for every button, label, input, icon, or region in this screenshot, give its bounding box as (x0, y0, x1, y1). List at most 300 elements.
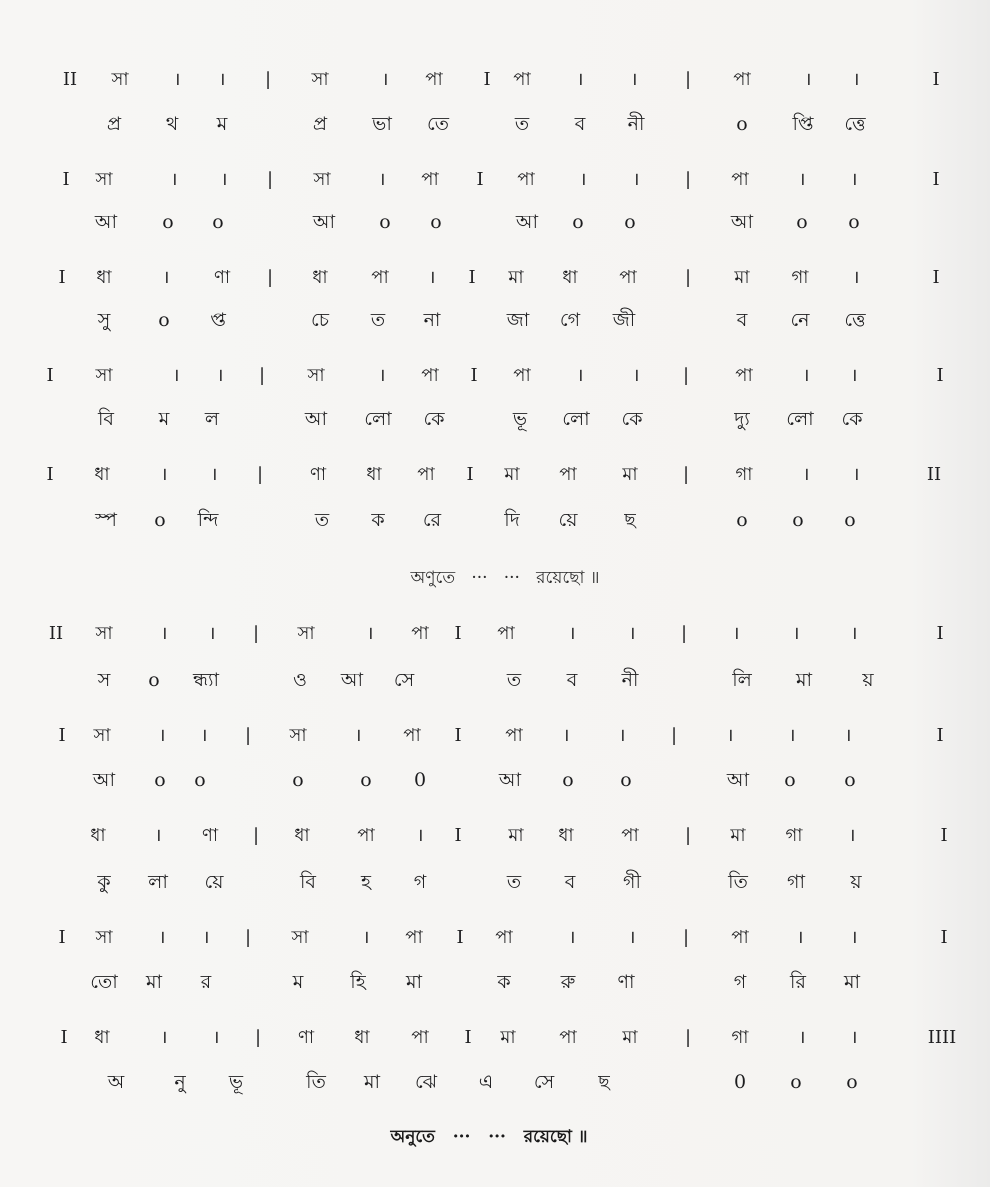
notation-row (0, 1024, 990, 1052)
lyric-row (0, 766, 990, 794)
notation-cell: গা (791, 267, 809, 288)
lyric-cell: ত (514, 113, 530, 135)
lyric-cell: লো (786, 408, 814, 430)
notation-cell: ধা (366, 464, 382, 485)
notation-cell: । (210, 464, 218, 485)
notation-cell: মা (508, 267, 524, 288)
notation-cell: । (632, 169, 640, 190)
lyric-cell: o (154, 509, 166, 531)
notation-row (0, 166, 990, 194)
lyric-cell: রে (422, 509, 442, 531)
notation-cell: । (216, 365, 224, 386)
notation-cell: । (220, 169, 228, 190)
notation-cell: । (850, 169, 858, 190)
lyric-cell: o (784, 769, 796, 791)
notation-cell: পা (513, 69, 531, 90)
notation-cell: I (932, 69, 940, 90)
lyric-cell: প্তি (792, 113, 814, 135)
notation-row (0, 66, 990, 94)
notation-cell: | (254, 1027, 262, 1048)
notation-row (0, 264, 990, 292)
lyric-cell: না (423, 309, 441, 331)
notation-cell: মা (730, 825, 746, 846)
notation-cell: । (212, 1027, 220, 1048)
lyric-cell: অ (107, 1071, 125, 1093)
notation-cell: I (46, 464, 54, 485)
notation-cell: I (476, 169, 484, 190)
notation-cell: । (366, 623, 374, 644)
notation-cell: ধা (354, 1027, 370, 1048)
lyric-cell: আ (340, 669, 364, 691)
notation-cell: I (58, 725, 66, 746)
lyric-cell: কু (97, 871, 111, 893)
lyric-cell: ছ (624, 509, 636, 531)
lyric-cell: o (430, 211, 442, 233)
notation-cell: | (266, 267, 274, 288)
lyric-cell: o (158, 309, 170, 331)
lyric-row (0, 306, 990, 334)
lyric-cell: বি (299, 871, 317, 893)
lyric-cell: ত্তে (844, 113, 866, 135)
lyric-row (0, 868, 990, 896)
lyric-cell: o (572, 211, 584, 233)
notation-cell: । (428, 267, 436, 288)
lyric-cell: গে (559, 309, 581, 331)
lyric-cell: স্প (95, 509, 117, 531)
lyric-cell: রু (560, 971, 576, 993)
notation-cell: | (266, 169, 274, 190)
notation-cell: । (850, 365, 858, 386)
lyric-cell: মা (843, 971, 861, 993)
notation-cell: সা (313, 169, 331, 190)
notation-cell: | (252, 623, 260, 644)
lyric-cell: গ (413, 871, 427, 893)
notation-cell: | (252, 825, 260, 846)
lyric-cell: আ (730, 211, 754, 233)
notation-cell: । (576, 365, 584, 386)
lyric-cell: ল (204, 408, 220, 430)
notation-cell: পা (559, 464, 577, 485)
notation-cell: । (354, 725, 362, 746)
notation-cell: পা (417, 464, 435, 485)
notation-cell: । (628, 927, 636, 948)
lyric-cell: o (844, 509, 856, 531)
notation-cell: । (850, 623, 858, 644)
notation-cell: । (173, 69, 181, 90)
lyric-cell: লা (148, 871, 168, 893)
lyric-cell: মা (363, 1071, 381, 1093)
lyric-cell: রি (790, 971, 806, 993)
notation-cell: । (798, 1027, 806, 1048)
notation-cell: IIII (927, 1027, 957, 1048)
notation-cell: । (568, 623, 576, 644)
notation-cell: । (562, 725, 570, 746)
notation-cell: | (684, 825, 692, 846)
lyric-cell: নে (790, 309, 810, 331)
notation-cell: | (680, 623, 688, 644)
lyric-cell: আ (92, 769, 116, 791)
lyric-cell: দ্যু (734, 408, 750, 430)
notation-cell: পা (425, 69, 443, 90)
notation-cell: । (796, 927, 804, 948)
lyric-cell: o (848, 211, 860, 233)
lyric-cell: মা (145, 971, 163, 993)
lyric-cell: o (844, 769, 856, 791)
lyric-cell: o (194, 769, 206, 791)
lyric-cell: আ (312, 211, 336, 233)
notation-cell: পা (731, 169, 749, 190)
lyric-cell: ত (314, 509, 330, 531)
lyric-cell: আ (498, 769, 522, 791)
lyric-row (0, 666, 990, 694)
lyric-cell: ত্তে (844, 309, 866, 331)
notation-cell: I (46, 365, 54, 386)
lyric-cell: o (846, 1071, 858, 1093)
lyric-cell: য় (850, 871, 862, 893)
lyric-cell: সে (533, 1071, 555, 1093)
notation-cell: । (362, 927, 370, 948)
notation-cell: । (850, 1027, 858, 1048)
lyric-cell: o (360, 769, 372, 791)
notation-cell: মা (508, 825, 524, 846)
lyric-cell: জী (612, 309, 636, 331)
notation-cell: II (62, 69, 78, 90)
lyric-cell: ন্ধ্যা (192, 669, 220, 691)
lyric-cell: o (792, 509, 804, 531)
notation-cell: পা (733, 69, 751, 90)
lyric-cell: কে (621, 408, 643, 430)
notation-row (0, 620, 990, 648)
lyric-cell: স (97, 669, 111, 691)
notation-cell: II (926, 464, 942, 485)
notation-cell: | (258, 365, 266, 386)
notation-row (0, 461, 990, 489)
notation-cell: পা (411, 1027, 429, 1048)
lyric-row (0, 506, 990, 534)
lyric-cell: নী (627, 113, 645, 135)
lyric-cell: ব (566, 669, 578, 691)
notation-cell: পা (497, 623, 515, 644)
notation-cell: । (844, 725, 852, 746)
notation-cell: পা (621, 825, 639, 846)
notation-cell: I (932, 169, 940, 190)
notation-cell: । (802, 365, 810, 386)
lyric-cell: এ (478, 1071, 494, 1093)
notation-cell: । (852, 464, 860, 485)
notation-cell: ণা (297, 1027, 315, 1048)
lyric-cell: সে (393, 669, 415, 691)
notation-cell: I (454, 623, 462, 644)
lyric-cell: থ (165, 113, 179, 135)
notation-cell: সা (95, 927, 113, 948)
notation-cell: । (158, 927, 166, 948)
notation-cell: । (852, 69, 860, 90)
lyric-cell: আ (726, 769, 750, 791)
lyric-cell: ম (292, 971, 304, 993)
notation-cell: । (852, 267, 860, 288)
lyric-cell: ব (574, 113, 586, 135)
notation-cell: পা (495, 927, 513, 948)
lyric-cell: আ (304, 408, 328, 430)
lyric-cell: ও (293, 669, 307, 691)
notation-cell: I (454, 725, 462, 746)
notation-cell: I (468, 267, 476, 288)
notation-cell: । (381, 69, 389, 90)
notation-cell: পা (513, 365, 531, 386)
lyric-cell: য়ে (204, 871, 224, 893)
notation-cell: I (936, 725, 944, 746)
refrain-line: অনুতে ··· ··· রয়েছো ॥ (390, 1127, 588, 1147)
notation-cell: গা (731, 1027, 749, 1048)
lyric-cell: মা (795, 669, 813, 691)
notation-cell: মা (734, 267, 750, 288)
notation-cell: । (802, 464, 810, 485)
notation-cell: | (682, 927, 690, 948)
lyric-cell: ভূ (228, 1071, 244, 1093)
notation-cell: । (576, 69, 584, 90)
notation-cell: I (470, 365, 478, 386)
lyric-cell: তি (306, 1071, 326, 1093)
notation-cell: । (158, 725, 166, 746)
lyric-cell: তি (728, 871, 748, 893)
notation-cell: । (208, 623, 216, 644)
notation-cell: I (940, 927, 948, 948)
notation-cell: । (378, 169, 386, 190)
notation-cell: মা (500, 1027, 516, 1048)
notation-cell: | (670, 725, 678, 746)
notation-cell: | (264, 69, 272, 90)
lyric-cell: ত (506, 871, 522, 893)
lyric-cell: ঝে (414, 1071, 438, 1093)
lyric-cell: গ (733, 971, 747, 993)
notation-cell: | (684, 169, 692, 190)
notation-cell: ণা (201, 825, 219, 846)
lyric-row (0, 110, 990, 138)
lyric-cell: র (200, 971, 212, 993)
notation-cell: I (940, 825, 948, 846)
notation-cell: I (454, 825, 462, 846)
notation-cell: । (162, 267, 170, 288)
notation-cell: সা (297, 623, 315, 644)
lyric-cell: প্র (312, 113, 328, 135)
notation-row (0, 722, 990, 750)
lyric-cell: ভা (372, 113, 392, 135)
lyric-cell: তে (427, 113, 449, 135)
notation-cell: পা (403, 725, 421, 746)
notation-cell: । (218, 69, 226, 90)
notation-cell: সা (95, 169, 113, 190)
notation-cell: ধা (312, 267, 328, 288)
notation-cell: ধা (94, 464, 110, 485)
lyric-cell: কে (841, 408, 863, 430)
lyric-cell: ভূ (512, 408, 528, 430)
lyric-cell: বি (97, 408, 115, 430)
lyric-cell: য়ে (558, 509, 578, 531)
lyric-cell: তো (90, 971, 118, 993)
lyric-cell: ক (497, 971, 511, 993)
notation-cell: পা (405, 927, 423, 948)
notation-cell: । (850, 927, 858, 948)
notation-cell: পা (421, 365, 439, 386)
notation-cell: I (58, 267, 66, 288)
lyric-row (0, 968, 990, 996)
notation-cell: । (568, 927, 576, 948)
notation-cell: | (684, 1027, 692, 1048)
notation-cell: । (632, 365, 640, 386)
lyric-cell: আ (515, 211, 539, 233)
notation-cell: ণা (309, 464, 327, 485)
lyric-cell: গী (623, 871, 641, 893)
notation-row (0, 362, 990, 390)
notation-cell: । (798, 169, 806, 190)
lyric-cell: চে (311, 309, 329, 331)
notation-cell: I (60, 1027, 68, 1048)
notation-cell: ধা (562, 267, 578, 288)
lyric-cell: ব (736, 309, 748, 331)
notation-cell: গা (735, 464, 753, 485)
notation-cell: । (160, 464, 168, 485)
lyric-cell: ম (158, 408, 170, 430)
notation-cell: সা (95, 623, 113, 644)
notation-cell: I (483, 69, 491, 90)
notation-cell: | (682, 365, 690, 386)
notation-cell: I (936, 623, 944, 644)
notation-cell: । (618, 725, 626, 746)
lyric-cell: প্ত (210, 309, 226, 331)
lyric-cell: নু (174, 1071, 186, 1093)
notation-cell: সা (95, 365, 113, 386)
notation-cell: I (58, 927, 66, 948)
notation-cell: । (848, 825, 856, 846)
lyric-cell: 0 (733, 1071, 747, 1093)
notation-cell: I (936, 365, 944, 386)
notation-cell: । (804, 69, 812, 90)
notation-cell: II (48, 623, 64, 644)
notation-cell: । (792, 623, 800, 644)
lyric-cell: ত (370, 309, 386, 331)
notation-row (0, 924, 990, 952)
notation-cell: পা (731, 927, 749, 948)
lyric-cell: o (736, 113, 748, 135)
notation-cell: পা (421, 169, 439, 190)
notation-cell: ধা (96, 267, 112, 288)
lyric-cell: মা (405, 971, 423, 993)
lyric-cell: ণা (617, 971, 635, 993)
notation-row (0, 822, 990, 850)
notation-cell: পা (517, 169, 535, 190)
notation-cell: গা (785, 825, 803, 846)
lyric-row (0, 1068, 990, 1096)
notation-cell: পা (411, 623, 429, 644)
notation-cell: পা (371, 267, 389, 288)
notation-cell: I (466, 464, 474, 485)
lyric-cell: ক (371, 509, 385, 531)
notation-cell: ণা (213, 267, 231, 288)
lyric-cell: o (562, 769, 574, 791)
lyric-cell: লো (364, 408, 392, 430)
lyric-cell: o (212, 211, 224, 233)
lyric-cell: দি (504, 509, 520, 531)
notation-cell: । (154, 825, 162, 846)
lyric-cell: ব (564, 871, 576, 893)
notation-cell: সা (93, 725, 111, 746)
notation-cell: । (579, 169, 587, 190)
notation-cell: । (416, 825, 424, 846)
notation-cell: । (172, 365, 180, 386)
notation-cell: | (244, 927, 252, 948)
lyric-cell: 0 (413, 769, 427, 791)
lyric-cell: ন্দি (197, 509, 219, 531)
lyric-cell: ত (506, 669, 522, 691)
notation-cell: সা (307, 365, 325, 386)
notation-cell: । (160, 623, 168, 644)
notation-cell: মা (622, 1027, 638, 1048)
lyric-cell: আ (94, 211, 118, 233)
notation-cell: । (200, 725, 208, 746)
notation-cell: মা (504, 464, 520, 485)
lyric-row (0, 208, 990, 236)
lyric-cell: o (790, 1071, 802, 1093)
notation-cell: | (684, 69, 692, 90)
lyric-cell: হ (361, 871, 371, 893)
notation-cell: । (160, 1027, 168, 1048)
lyric-cell: গা (787, 871, 805, 893)
lyric-cell: লি (732, 669, 752, 691)
notation-cell: | (684, 267, 692, 288)
notation-cell: | (244, 725, 252, 746)
notation-cell: পা (559, 1027, 577, 1048)
notation-cell: সা (111, 69, 129, 90)
lyric-cell: কে (423, 408, 445, 430)
lyric-cell: য় (862, 669, 874, 691)
notation-cell: । (732, 623, 740, 644)
notation-cell: সা (311, 69, 329, 90)
refrain-line: অণুতে ··· ··· রয়েছো ॥ (410, 568, 600, 588)
notation-cell: পা (619, 267, 637, 288)
notation-cell: । (726, 725, 734, 746)
notation-cell: | (682, 464, 690, 485)
notation-cell: I (932, 267, 940, 288)
lyric-cell: ছ (598, 1071, 610, 1093)
lyric-cell: o (796, 211, 808, 233)
lyric-cell: নী (621, 669, 639, 691)
lyric-cell: o (292, 769, 304, 791)
notation-cell: ধা (558, 825, 574, 846)
notation-cell: I (456, 927, 464, 948)
lyric-cell: লো (562, 408, 590, 430)
lyric-cell: o (620, 769, 632, 791)
lyric-cell: ম (216, 113, 228, 135)
notation-cell: I (464, 1027, 472, 1048)
lyric-cell: o (154, 769, 166, 791)
lyric-cell: o (379, 211, 391, 233)
lyric-cell: হি (350, 971, 366, 993)
notation-cell: সা (289, 725, 307, 746)
lyric-row (0, 405, 990, 433)
lyric-cell: o (162, 211, 174, 233)
notation-cell: পা (735, 365, 753, 386)
notation-cell: | (256, 464, 264, 485)
notation-cell: । (628, 623, 636, 644)
notation-cell: ধা (90, 825, 106, 846)
notation-cell: । (788, 725, 796, 746)
notation-cell: । (630, 69, 638, 90)
notation-cell: ধা (94, 1027, 110, 1048)
lyric-cell: o (736, 509, 748, 531)
lyric-cell: o (624, 211, 636, 233)
notation-cell: । (202, 927, 210, 948)
lyric-cell: জা (506, 309, 530, 331)
